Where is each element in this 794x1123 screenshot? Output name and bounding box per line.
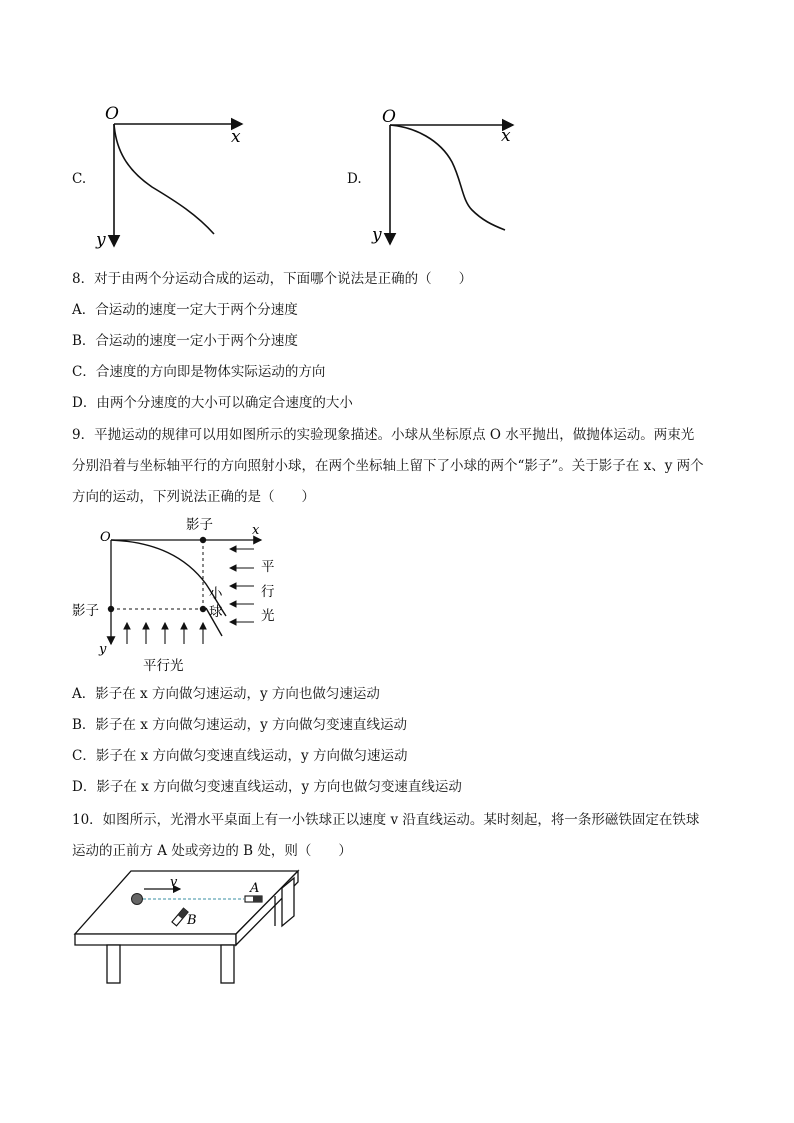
fig9-ball-label-2: 球 — [209, 604, 223, 620]
fig9-ball-label-1: 小 — [209, 586, 223, 602]
question-8-option-b: B．合运动的速度一定小于两个分速度 — [72, 333, 298, 349]
graph-c-x-label: x — [231, 127, 241, 147]
fig9-shadow-top-dot — [200, 537, 206, 543]
graph-c — [92, 100, 262, 255]
graph-c-origin: O — [105, 104, 119, 124]
fig9-shadow-top-label: 影子 — [186, 517, 213, 533]
table-leg-front-left — [107, 945, 120, 983]
fig9-origin: O — [100, 530, 111, 545]
magnet-b-label: B — [187, 913, 197, 928]
option-d-label: D. — [347, 171, 362, 187]
iron-ball — [132, 894, 143, 905]
graph-d-curve — [390, 125, 505, 230]
fig9-shadow-left-dot — [108, 606, 114, 612]
magnet-a-pole — [253, 896, 262, 902]
question-9-figure — [66, 512, 286, 677]
graph-c-curve — [114, 124, 214, 234]
fig9-bottom-light-label: 平行光 — [143, 658, 184, 674]
question-9-option-b: B．影子在 x 方向做匀速运动，y 方向做匀变速直线运动 — [72, 717, 408, 733]
question-10-stem — [72, 805, 732, 867]
graph-d-y-label: y — [372, 225, 382, 245]
table-leg-front-right — [221, 945, 234, 983]
question-9-option-a: A．影子在 x 方向做匀速运动，y 方向也做匀速运动 — [72, 686, 380, 702]
velocity-label: v — [170, 875, 178, 890]
question-9-stem — [72, 420, 732, 513]
question-10-figure — [70, 866, 310, 988]
graph-d — [370, 100, 530, 250]
fig9-ball-dot — [200, 606, 206, 612]
question-9-options — [72, 679, 732, 803]
question-8-option-a: A．合运动的速度一定大于两个分速度 — [72, 302, 298, 318]
fig9-right-light-1: 平 — [261, 559, 275, 575]
question-9-stem-line-1: 9．平抛运动的规律可以用如图所示的实验现象描述。小球从坐标原点 O 水平抛出，做抛体运动。两束光 — [72, 427, 695, 443]
question-9-stem-line-3: 方向的运动，下列说法正确的是（ ） — [72, 489, 315, 505]
fig9-shadow-left-label: 影子 — [72, 603, 99, 619]
fig9-x-label: x — [252, 523, 260, 538]
question-10-stem-line-1: 10．如图所示，光滑水平桌面上有一小铁球正以速度 v 沿直线运动。某时刻起，将一条形磁铁固定在铁球 — [72, 812, 700, 828]
table-top-front-edge — [75, 934, 236, 945]
question-9-stem-line-2: 分别沿着与坐标轴平行的方向照射小球，在两个坐标轴上留下了小球的两个“影子”。关于影子在 x、y 两个 — [72, 458, 704, 474]
fig9-right-light-2: 行 — [261, 584, 275, 600]
graph-d-origin: O — [382, 107, 396, 127]
question-9-option-c: C．影子在 x 方向做匀变速直线运动，y 方向做匀速运动 — [72, 748, 408, 764]
option-c-label: C. — [72, 171, 87, 187]
graph-c-y-label: y — [96, 230, 106, 250]
graph-d-x-label: x — [501, 126, 511, 146]
question-8-option-d: D．由两个分速度的大小可以确定合速度的大小 — [72, 395, 353, 411]
question-9-option-d: D．影子在 x 方向做匀变速直线运动，y 方向也做匀变速直线运动 — [72, 779, 462, 795]
question-8 — [72, 264, 732, 419]
question-10-stem-line-2: 运动的正前方 A 处或旁边的 B 处，则（ ） — [72, 843, 352, 859]
question-8-option-c: C．合速度的方向即是物体实际运动的方向 — [72, 364, 326, 380]
fig9-y-label: y — [99, 642, 107, 657]
magnet-a-label: A — [250, 881, 260, 896]
question-8-stem: 8．对于由两个分运动合成的运动，下面哪个说法是正确的（ ） — [72, 271, 473, 287]
fig9-right-light-3: 光 — [261, 608, 275, 624]
